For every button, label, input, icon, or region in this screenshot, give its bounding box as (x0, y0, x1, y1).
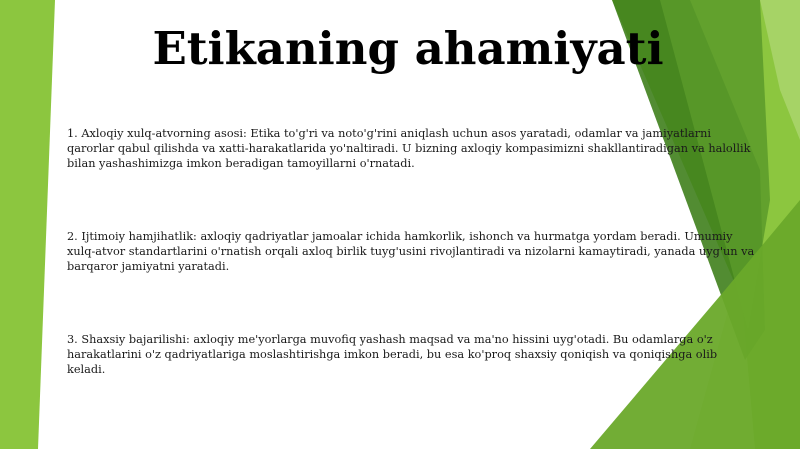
paragraph-personal-fulfillment: 3. Shaxsiy bajarilishi: axloqiy me'yorlarga muvofiq yashash maqsad va ma'no hissini uyg'otadi. Bu odamlarga o'z harakatlarini o'z qadriyatlariga moslashtirishga imkon beradi, bu esa ko'proq shaxsiy qoniqish va qoniqishga olib keladi. (67, 333, 718, 376)
paragraph-social-cohesion: 2. Ijtimoiy hamjihatlik: axloqiy qadriyatlar jamoalar ichida hamkorlik, ishonch va hurmatga yordam beradi. Umumiy xulq-atvor standartlarini o'rnatish orqali axloq birlik tuyg'usini rivojlantiradi va nizolarni kamaytiradi, yanada uyg'un va barqaror jamiyatni yaratadi. (67, 230, 755, 273)
paragraph-moral-foundation: 1. Axloqiy xulq-atvorning asosi: Etika to'g'ri va noto'g'rini aniqlash uchun asos yaratadi, odamlar va jamiyatlarni qarorlar qabul qilishda va xatti-harakatlarida yo'naltiradi. U bizning axloqiy kompasimizni shakllantiradigan va halollik bilan yashashimizga imkon beradigan tamoyillarni o'rnatadi. (67, 127, 751, 170)
slide-title: Etikaning ahamiyati (152, 22, 664, 75)
